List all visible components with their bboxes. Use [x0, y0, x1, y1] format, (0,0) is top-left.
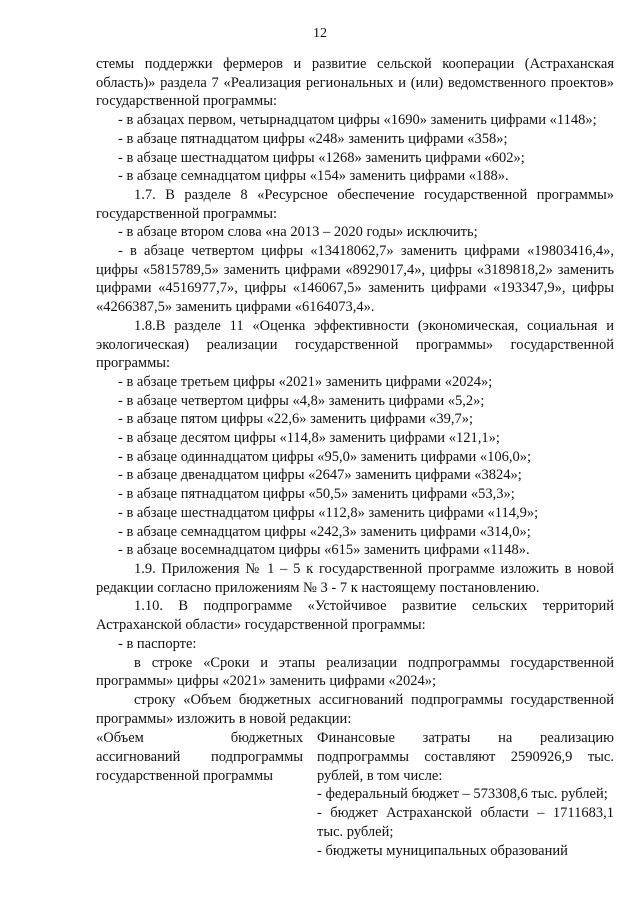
- table-value-line: - бюджет Астраханской области – 1711683,1 тыс. рублей;: [317, 805, 614, 840]
- list-item: - в абзаце пятнадцатом цифры «248» заменить цифрами «358»;: [118, 130, 508, 147]
- list-item: - в абзацах первом, четырнадцатом цифры «1690» заменить цифрами «1148»;: [118, 112, 597, 129]
- section-heading-1-9: 1.9. Приложения № 1 – 5 к государственной программе изложить в новой редакции согласно приложениям № 3 - 7 к настоящему постановлению.: [96, 560, 614, 596]
- list-item: - в абзаце четвертом цифры «13418062,7» заменить цифрами «19803416,4», цифры «5815789,5» заменить цифрами «8929017,4», цифры «3189818,2» заменить цифрами «4516977,7», цифры «146067,5» заменить цифрами «193347,9», цифры «4266387,5» заменить цифрами «6164073,4».: [96, 243, 614, 316]
- list-item: - в абзаце семнадцатом цифры «154» заменить цифрами «188».: [118, 168, 509, 185]
- section-heading-1-8: 1.8.В разделе 11 «Оценка эффективности (экономическая, социальная и экологическая) реализации государственной программы» государственной программы:: [96, 317, 614, 372]
- document-body: [96, 55, 614, 860]
- table-value-line: - бюджеты муниципальных образований: [317, 842, 568, 859]
- paragraph-continuation: стемы поддержки фермеров и развитие сельской кооперации (Астраханская область)» раздела 7 «Реализация региональных и (или) ведомственного проектов» государственной программы:: [96, 56, 614, 110]
- table-row-label: «Объем бюджетных ассигнований подпрограммы государственной программы: [96, 730, 303, 784]
- section-heading-1-7: 1.7. В разделе 8 «Ресурсное обеспечение государственной программы» государственной программы:: [96, 186, 614, 222]
- list-item: - в абзаце семнадцатом цифры «242,3» заменить цифрами «314,0»;: [118, 523, 531, 540]
- list-item: - в абзаце третьем цифры «2021» заменить цифрами «2024»;: [118, 373, 493, 390]
- list-item: - в абзаце втором слова «на 2013 – 2020 годы» исключить;: [118, 224, 478, 241]
- list-item: - в абзаце десятом цифры «114,8» заменить цифрами «121,1»;: [118, 430, 500, 447]
- page-number: 12: [313, 26, 327, 41]
- paragraph: в строке «Сроки и этапы реализации подпрограммы государственной программы» цифры «2021» заменить цифрами «2024»;: [96, 654, 614, 690]
- table-value-line: Финансовые затраты на реализацию подпрограммы составляют 2590926,9 тыс. рублей, в том числе:: [317, 730, 614, 784]
- list-item: - в абзаце шестнадцатом цифры «1268» заменить цифрами «602»;: [118, 149, 525, 166]
- table-value-line: - федеральный бюджет – 573308,6 тыс. рублей;: [317, 786, 608, 803]
- list-item: - в абзаце пятом цифры «22,6» заменить цифрами «39,7»;: [118, 411, 474, 428]
- table-row-value: [317, 729, 614, 860]
- list-item: - в абзаце восемнадцатом цифры «615» заменить цифрами «1148».: [118, 542, 530, 559]
- list-item: - в абзаце одиннадцатом цифры «95,0» заменить цифрами «106,0»;: [118, 448, 531, 465]
- section-heading-1-10: 1.10. В подпрограмме «Устойчивое развитие сельских территорий Астраханской области» государственной программы:: [96, 598, 614, 634]
- list-item: - в абзаце пятнадцатом цифры «50,5» заменить цифрами «53,3»;: [118, 486, 515, 503]
- list-item: - в паспорте:: [118, 635, 197, 652]
- passport-table: [96, 729, 614, 860]
- paragraph: строку «Объем бюджетных ассигнований подпрограммы государственной программы» изложить в новой редакции:: [96, 691, 614, 727]
- list-item: - в абзаце четвертом цифры «4,8» заменить цифрами «5,2»;: [118, 392, 485, 409]
- list-item: - в абзаце шестнадцатом цифры «112,8» заменить цифрами «114,9»;: [118, 504, 539, 521]
- list-item: - в абзаце двенадцатом цифры «2647» заменить цифрами «3824»;: [118, 467, 522, 484]
